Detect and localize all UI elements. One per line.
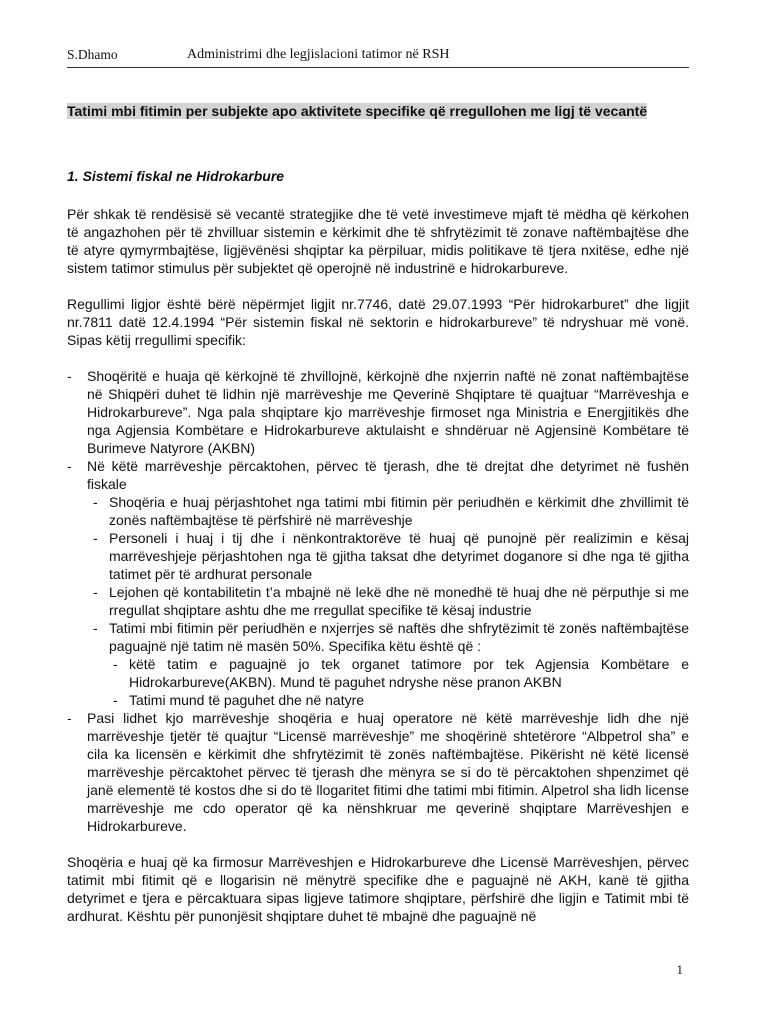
sub-sub-bullet-item: - këtë tatim e paguajnë jo tek organet tatimore por tek Agjensia Kombëtare e Hidrokarbureve(AKBN). Mund të paguhet ndryshe nëse pranon AKBN <box>109 655 689 691</box>
document-body <box>67 102 689 925</box>
sub-sub-bullet-item: - Tatimi mund të paguhet dhe në natyre <box>109 691 689 709</box>
sub-bullet-list <box>87 493 689 709</box>
paragraph-foreign-company: Shoqëria e huaj që ka firmosur Marrëveshjen e Hidrokarbureve dhe Licensë Marrëveshjen, përvec tatimit mbi fitimit që e llogarisin në mënytrë specifike dhe e paguajnë në AKH, kanë të gjitha detyrimet e tjera e përcaktuara sipas ligjeve tatimore shqiptare, përfshirë dhe ligjin e Tatimit mbi të ardhurat. Kështu për punonjësit shqiptare duhet të mbajnë dhe paguajnë në <box>67 854 689 924</box>
bullet-item-license-agreement: - Pasi lidhet kjo marrëveshje shoqëria e huaj operatore në këtë marrëveshje lidh dhe një marrëveshje tjetër të quajtur “Licensë marrëveshje” me shoqërinë shtetërore “Albpetrol sha” e cila ka licensën e kërkimit dhe shfrytëzimit të zonës naftëmbajtëse. Pikërisht në këtë licensë marrëveshje përcaktohet përvec të tjerash dhe mënyra se si do të përcaktohen shpenzimet që janë elementë të kostos dhe si do të llogaritet fitimi dhe tatimi mbi fitimin. Alpetrol sha lidh license marrëveshje me cdo operator që ka nënshkruar me qeverinë shqiptare Marrëveshjen e Hidrokarbureve. <box>67 709 689 835</box>
sub-bullet-item <box>89 619 689 709</box>
document-title-block <box>67 102 689 121</box>
section-heading: 1. Sistemi fiskal ne Hidrokarbure <box>67 168 285 184</box>
paragraph-legal-basis: Regullimi ligjor është bërë nëpërmjet ligjit nr.7746, datë 29.07.1993 “Për hidrokarburet” dhe ligjit nr.7811 datë 12.4.1994 “Për sistemin fiskal në sektorin e hidrokarbureve” të ndryshuar më vonë. Sipas këtij rregullimi specifik: <box>67 296 689 348</box>
page-number: 1 <box>676 962 683 977</box>
sub-bullet-item: - Lejohen që kontabilitetin t’a mbajnë në lekë dhe në monedhë të huaj dhe në përputhje si me rregullat shqiptare ashtu dhe me rregullat specifike të kësaj industrie <box>89 583 689 619</box>
bullet-item-fiscal-rights <box>67 457 689 709</box>
sub-bullet-item: - Shoqëria e huaj përjashtohet nga tatimi mbi fitimin për periudhën e kërkimit dhe zhvillimit të zonës naftëmbajtëse të përfshirë në marrëveshje <box>89 493 689 529</box>
page-header <box>67 47 689 68</box>
header-author: S.Dhamo <box>67 47 118 62</box>
sub-sub-bullet-list <box>109 655 689 709</box>
document-title: Tatimi mbi fitimin per subjekte apo aktivitete specifike që rregullohen me ligj të vecantë <box>67 103 648 119</box>
bullet-item-agreement: - Shoqëritë e huaja që kërkojnë të zhvillojnë, kërkojnë dhe nxjerrin naftë në zonat naftëmbajtëse në Shiqpëri duhet të lidhin një marrëveshje me Qeverinë Shqiptare të quajtuar “Marrëveshja e Hidrokarbureve”. Nga pala shqiptare kjo marrëveshje firmoset nga Ministria e Energjitikës dhe nga Agjensia Kombëtare e Hidrokarbureve aktulaisht e shndëruar në Agjensinë Kombëtare të Burimeve Natyrore (AKBN) <box>67 367 689 457</box>
paragraph-intro: Për shkak të rendësisë së vecantë strategjike dhe të vetë investimeve mjaft të mëdha që kërkohen të angazhohen për të zhvilluar sistemin e kërkimit dhe të shfrytëzimit të zonave naftëmbajtëse dhe të atyre qymyrmbajtëse, ligjëvënësi shqiptar ka përpiluar, midis politikave të tjera nxitëse, edhe një sistem tatimor stimulus për subjektet që operojnë në industrinë e hidrokarbureve. <box>67 206 689 276</box>
sub-bullet-item: - Personeli i huaj i tij dhe i nënkontraktorëve të huaj që punojnë për realizimin e kësaj marrëveshjeje përjashtohen nga të gjitha taksat dhe detyrimet doganore si dhe nga të gjitha tatimet për të ardhurat personale <box>89 529 689 583</box>
main-bullet-list <box>67 367 689 835</box>
header-title: Administrimi dhe legjislacioni tatimor në RSH <box>187 47 450 62</box>
sub-bullet-item-text: Tatimi mbi fitimin për periudhën e nxjerrjes së naftës dhe shfrytëzimit të zonës naftëmbajtëse paguajnë një tatim në masën 50%. Specifika këtu është që : <box>109 620 689 654</box>
bullet-item-fiscal-rights-text: Në këtë marrëveshje përcaktohen, përvec të tjerash, dhe të drejtat dhe detyrimet në fushën fiskale <box>87 458 689 492</box>
